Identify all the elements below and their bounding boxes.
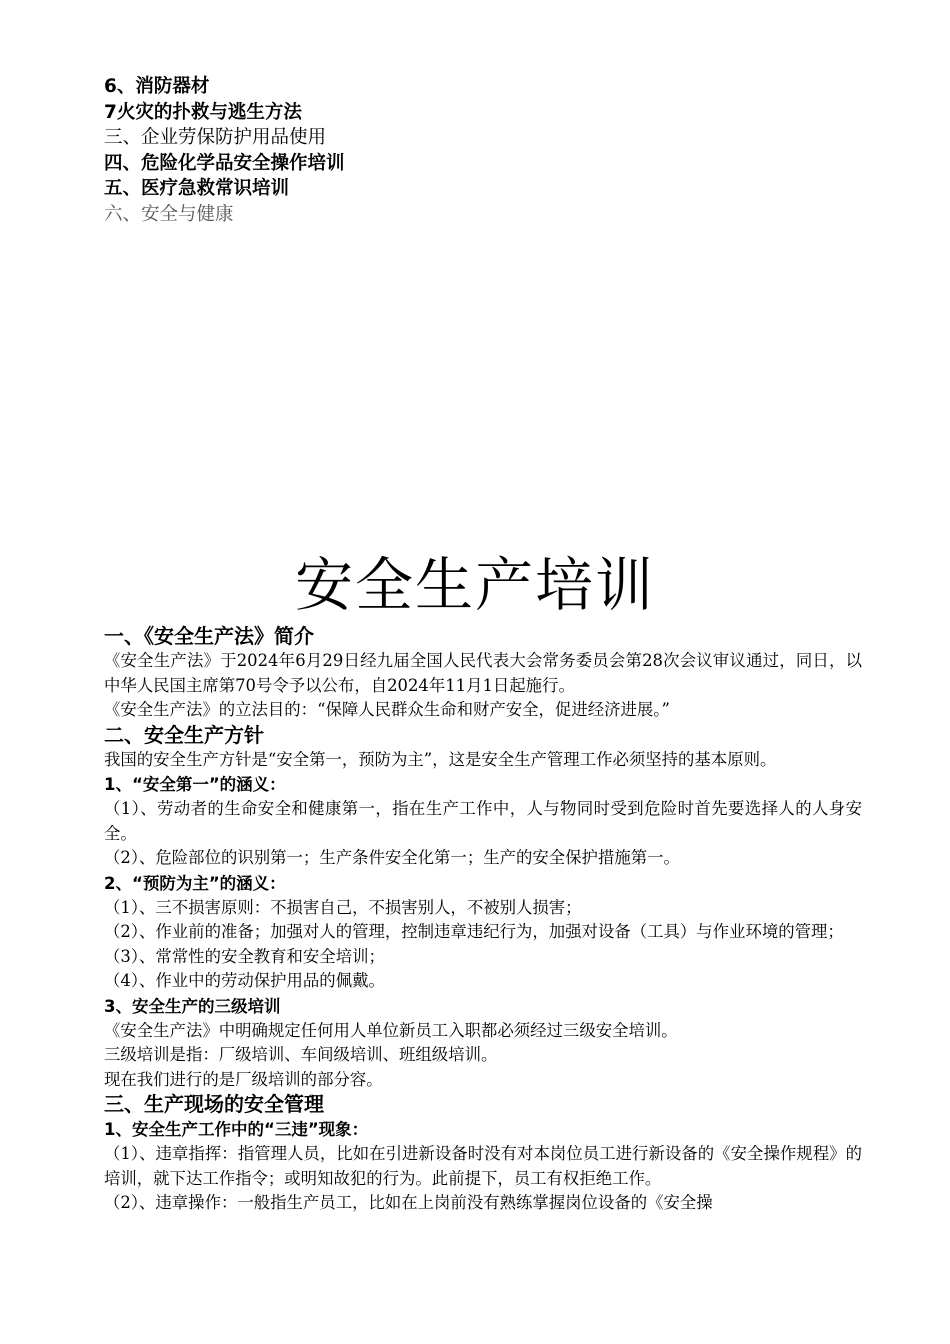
table-of-contents: [104, 74, 864, 228]
section-heading: 三、生产现场的安全管理: [104, 1092, 324, 1116]
paragraph: 现在我们进行的是厂级培训的部分容。: [104, 1069, 383, 1089]
section-heading: 一、《安全生产法》简介: [104, 624, 314, 648]
list-item: （3）、常常性的安全教育和安全培训；: [104, 946, 385, 966]
paragraph: 《安全生产法》中明确规定任何用人单位新员工入职都必须经过三级安全培训。: [104, 1020, 678, 1040]
paragraph: 《安全生产法》于2024年6月29日经九届全国人民代表大会常务委员会第28次会议审议通过，同日，以中华人民国主席第70号令予以公布，自2024年11月1日起施行。: [104, 651, 862, 695]
section-heading: 二、安全生产方针: [104, 722, 264, 747]
toc-item: 五、医疗急救常识培训: [104, 178, 290, 200]
subsection-heading: 3、安全生产的三级培训: [104, 996, 281, 1016]
list-item: （4）、作业中的劳动保护用品的佩戴。: [104, 971, 385, 990]
list-item: （1）、违章指挥：指管理人员，比如在引进新设备时没有对本岗位员工进行新设备的《安全操作规程》的培训，就下达工作指令；或明知故犯的行为。此前提下，员工有权拒绝工作。: [104, 1144, 862, 1188]
list-item: （1）、劳动者的生命安全和健康第一，指在生产工作中，人与物同时受到危险时首先要选择人的人身安全。: [104, 799, 862, 843]
toc-item: 6、消防器材: [104, 76, 210, 97]
subsection-heading: 1、“安全第一”的涵义：: [104, 775, 286, 794]
subsection-heading: 1、安全生产工作中的“三违”现象：: [104, 1120, 369, 1139]
paragraph: 三级培训是指：厂级培训、车间级培训、班组级培训。: [104, 1045, 498, 1064]
toc-item: 三、企业劳保防护用品使用: [104, 127, 327, 149]
toc-item: 7火灾的扑救与逃生方法: [104, 101, 302, 123]
toc-item: 四、危险化学品安全操作培训: [104, 152, 345, 174]
paragraph: 《安全生产法》的立法目的：“保障人民群众生命和财产安全，促进经济进展。”: [104, 700, 670, 719]
paragraph: 我国的安全生产方针是“安全第一，预防为主”，这是安全生产管理工作必须坚持的基本原则。: [104, 749, 777, 769]
toc-item: 六、安全与健康: [104, 203, 234, 225]
list-item: （2）、违章操作：一般指生产员工，比如在上岗前没有熟练掌握岗位设备的《安全操: [104, 1193, 713, 1212]
list-item: （1）、三不损害原则：不损害自己，不损害别人，不被别人损害；: [104, 897, 582, 917]
document-body: [104, 624, 862, 1216]
list-item: （2）、作业前的准备；加强对人的管理，控制违章违纪行为，加强对设备（工具）与作业环境的管理；: [104, 922, 844, 941]
list-item: （2）、危险部位的识别第一；生产条件安全化第一；生产的安全保护措施第一。: [104, 848, 680, 867]
subsection-heading: 2、“预防为主”的涵义：: [104, 873, 286, 893]
document-title: 安全生产培训: [294, 551, 655, 619]
